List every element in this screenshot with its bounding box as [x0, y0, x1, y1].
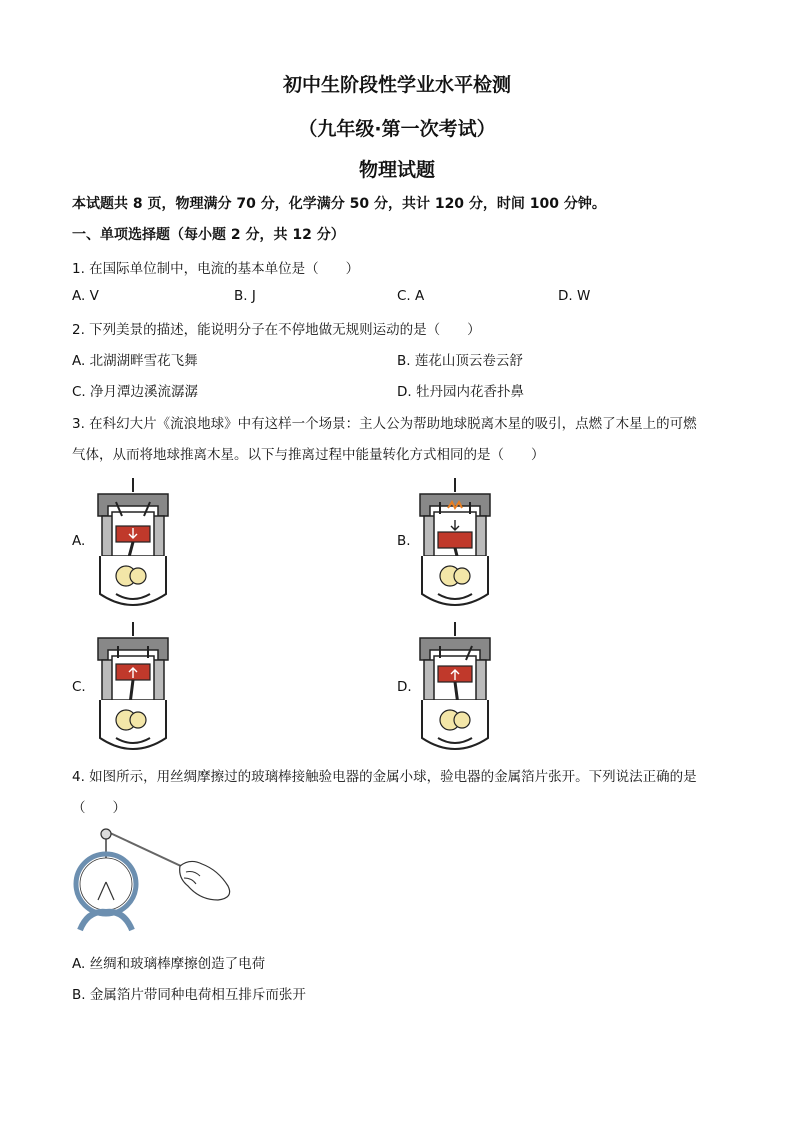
q1-option-b: B. J — [234, 288, 256, 304]
section-heading: 一、单项选择题（每小题 2 分，共 12 分） — [72, 227, 345, 243]
electroscope-diagram — [68, 826, 240, 936]
engine-diagram-d — [414, 620, 496, 752]
question-4-stem-line1: 4. 如图所示，用丝绸摩擦过的玻璃棒接触验电器的金属小球，验电器的金属箔片张开。下列说法正确的是 — [72, 769, 697, 785]
question-1-stem: 1. 在国际单位制中，电流的基本单位是（ ） — [72, 261, 360, 277]
engine-diagram-b — [414, 476, 496, 608]
engine-diagram-c — [92, 620, 174, 752]
hand-icon — [180, 861, 230, 900]
question-4-stem-line2: （ ） — [72, 800, 126, 816]
q3-option-b-label: B. — [397, 533, 411, 549]
exam-title: 初中生阶段性学业水平检测 — [282, 74, 511, 96]
question-2-stem: 2. 下列美景的描述，能说明分子在不停地做无规则运动的是（ ） — [72, 322, 481, 338]
subject-title: 物理试题 — [358, 159, 435, 181]
q3-option-d-label: D. — [397, 679, 412, 695]
engine-diagram-a — [92, 476, 174, 608]
q2-option-c: C. 净月潭边溪流潺潺 — [72, 384, 199, 400]
piston — [438, 532, 472, 548]
q3-option-a-label: A. — [72, 533, 86, 549]
question-3-stem-line2: 气体，从而将地球推离木星。以下与推离过程中能量转化方式相同的是（ ） — [72, 447, 545, 463]
q4-option-a: A. 丝绸和玻璃棒摩擦创造了电荷 — [72, 956, 266, 972]
question-3-stem-line1: 3. 在科幻大片《流浪地球》中有这样一个场景：主人公为帮助地球脱离木星的吸引，点燃了木星上的可燃 — [72, 416, 697, 432]
q2-option-a: A. 北湖湖畔雪花飞舞 — [72, 353, 198, 369]
q1-option-d: D. W — [558, 288, 591, 304]
q1-option-a: A. V — [72, 288, 99, 304]
q4-option-b: B. 金属箔片带同种电荷相互排斥而张开 — [72, 987, 306, 1003]
q1-option-c: C. A — [397, 288, 425, 304]
exam-subtitle: （九年级·第一次考试） — [298, 118, 496, 140]
q2-option-b: B. 莲花山顶云卷云舒 — [397, 353, 523, 369]
metal-ball — [101, 829, 111, 839]
q3-option-c-label: C. — [72, 679, 86, 695]
exam-intro: 本试题共 8 页，物理满分 70 分，化学满分 50 分，共计 120 分，时间 100 分钟。 — [72, 196, 606, 212]
q2-option-d: D. 牡丹园内花香扑鼻 — [397, 384, 524, 400]
